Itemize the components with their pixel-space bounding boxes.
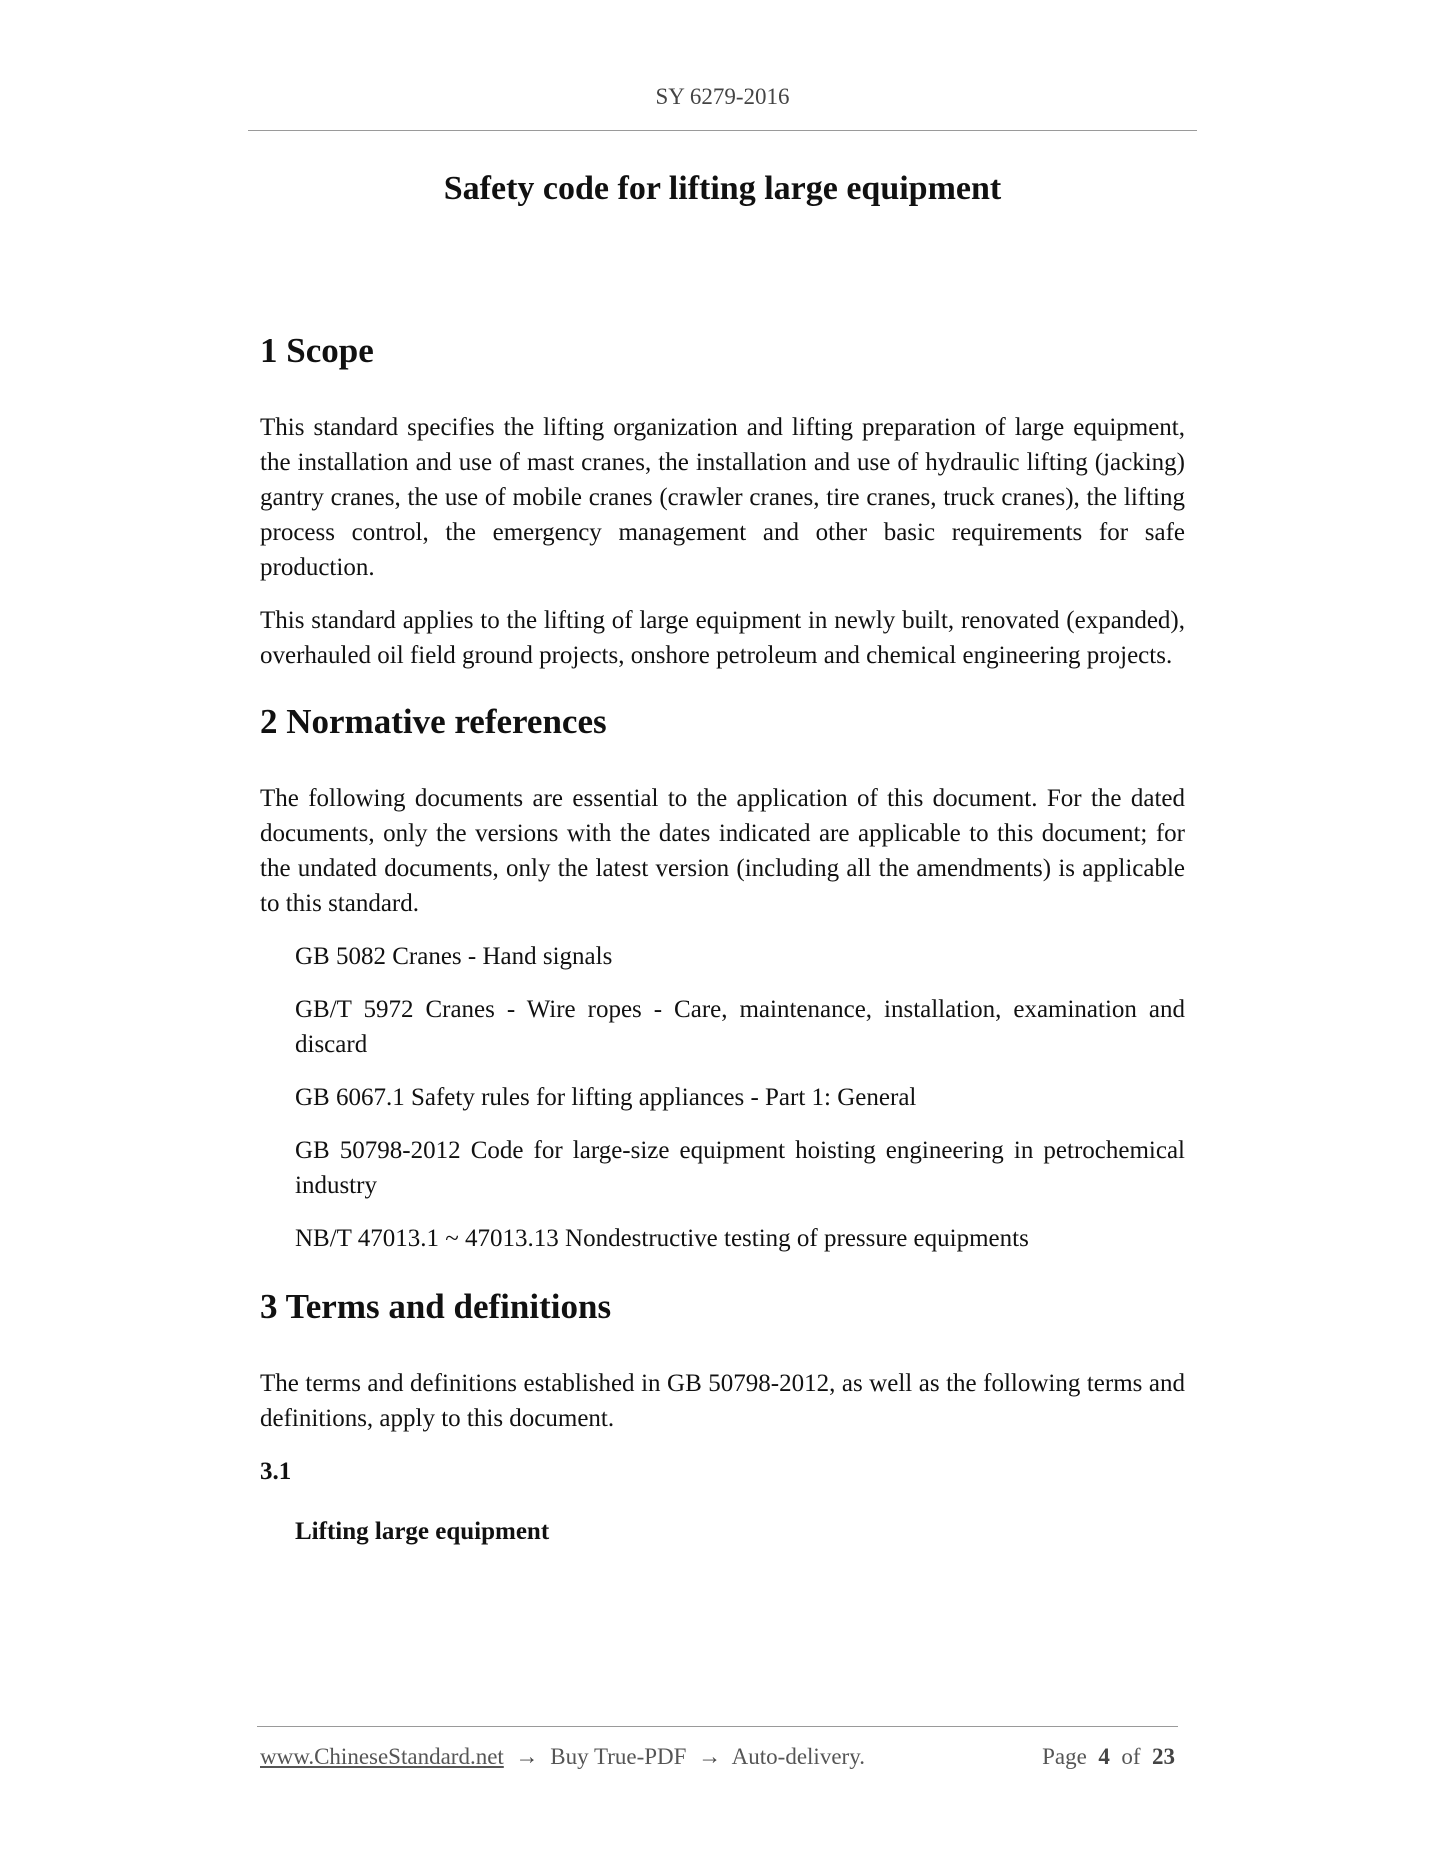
running-header-code: SY 6279-2016 — [655, 84, 790, 109]
page-footer — [260, 1744, 1175, 1770]
scope-paragraph-2: This standard applies to the lifting of large equipment in newly built, renovated (expanded), overhauled oil field ground projects, onshore petroleum and chemical engineering projects. — [260, 607, 1185, 669]
site-link[interactable]: www.ChineseStandard.net — [260, 1744, 504, 1769]
page-label: Page — [1042, 1744, 1087, 1769]
document-title: Safety code for lifting large equipment — [443, 170, 1002, 207]
total-pages-number: 23 — [1152, 1744, 1175, 1769]
arrow-right-icon: → — [515, 1744, 539, 1769]
of-label: of — [1121, 1744, 1141, 1769]
scope-paragraph-1: This standard specifies the lifting organization and lifting preparation of large equipment, the installation and use of mast cranes, the installation and use of hydraulic lifting (jacking) gantry cranes, the use of mobile cranes (crawler cranes, tire cranes, truck cranes), the lifting process control, the emergency management and other basic requirements for safe production. — [260, 414, 1185, 581]
reference-item: NB/T 47013.1 ~ 47013.13 Nondestructive testing of pressure equipments — [295, 1225, 1029, 1252]
reference-item: GB 5082 Cranes - Hand signals — [295, 943, 613, 970]
terms-intro: The terms and definitions established in GB 50798-2012, as well as the following terms and definitions, apply to this document. — [260, 1370, 1185, 1432]
normative-references-intro: The following documents are essential to the application of this document. For the dated documents, only the versions with the dates indicated are applicable to this document; for the undated documents, only the latest version (including all the amendments) is applicable to this standard. — [260, 785, 1185, 917]
clause-number: 3.1 — [260, 1458, 292, 1485]
document-body — [260, 330, 1185, 1567]
auto-delivery-text: Auto-delivery. — [731, 1744, 865, 1769]
footer-divider — [257, 1726, 1178, 1727]
term-title: Lifting large equipment — [295, 1518, 550, 1545]
section-1-heading: 1 Scope — [260, 331, 374, 370]
current-page-number: 4 — [1098, 1744, 1110, 1769]
reference-item: GB/T 5972 Cranes - Wire ropes - Care, maintenance, installation, examination and discard — [295, 996, 1185, 1058]
section-2-heading: 2 Normative references — [260, 702, 607, 741]
buy-pdf-text: Buy True-PDF — [550, 1744, 687, 1769]
section-3-heading: 3 Terms and definitions — [260, 1287, 612, 1326]
page-indicator — [1042, 1744, 1175, 1770]
header-divider — [248, 130, 1197, 131]
reference-item: GB 50798-2012 Code for large-size equipment hoisting engineering in petrochemical industry — [295, 1137, 1185, 1199]
reference-item: GB 6067.1 Safety rules for lifting appliances - Part 1: General — [295, 1084, 917, 1111]
arrow-right-icon: → — [698, 1744, 722, 1769]
